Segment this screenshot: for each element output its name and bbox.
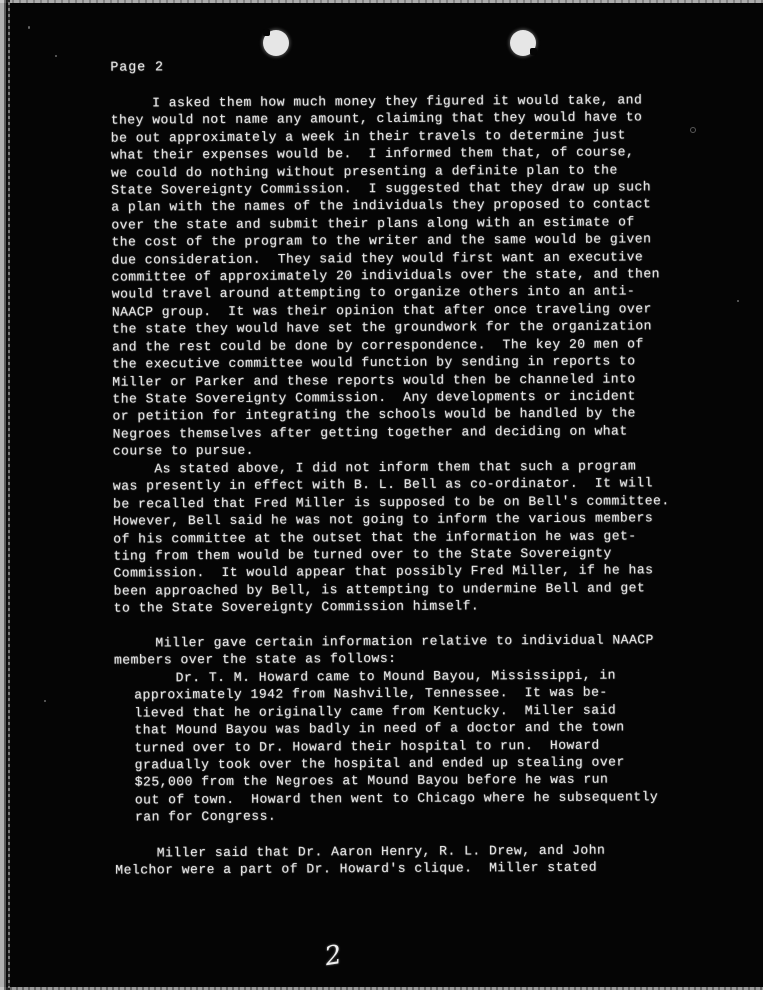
handwritten-page-number: 2 (322, 939, 344, 973)
paragraph-3: Miller gave certain information relative to individual NAACP members over the state as follows: (113, 632, 654, 669)
paragraph-4-howard-entry: Dr. T. M. Howard came to Mound Bayou, Mississippi, in approximately 1942 from Nashville, Tennessee. It was be- lieved that he originally came from Kentucky. Miller said that Mound Bayou was badly in need of a doctor and the town turned over to Dr. Howard their hospital to run. Howard gradually took over the hospital and ended up stealing over $25,000 from the Negroes at Mound Bayou before he was run out of town. Howard then went to Chicago where he subsequently ran for Congress. (134, 667, 659, 825)
paragraph-2: As stated above, I did not inform them that such a program was presently in effect with B. L. Bell as co-ordinator. It will be recalled that Fred Miller is supposed to be on Bell's committee. However, Bell said he was not going to inform the various members of his committee at the outset that the information he was get- ting from them would be turned over to the State Sovereignty Commission. It would appear that possibly Fred Miller, if he has been approached by Bell, is attempting to undermine Bell and get to the State Sovereignty Commission himself. (112, 458, 670, 616)
page-label: Page 2 (110, 60, 165, 76)
paragraph-5-henry-drew-melchor: Miller said that Dr. Aaron Henry, R. L. Drew, and John Melchor were a part of Dr. Howard's clique. Miller stated (115, 842, 606, 879)
paragraph-1: I asked them how much money they figured it would take, and they would not name any amount, claiming that they would have to be out approximately a week in their travels to determine just what their expenses would be. I informed them that, of course, we could do nothing without presenting a definite plan to the State Sovereignty Commission. I suggested that they draw up such a plan with the names of the individuals they proposed to contact over the state and submit their plans along with an estimate of the cost of the program to the writer and the same would be given due consideration. They said they would first want an executive committee of approximately 20 individuals over the state, and then would travel around attempting to organize others into an anti- NAACP group. It was their opinion that after once traveling over the state they would have set the groundwork for the organization and the rest could be done by correspondence. The key 20 men of the executive committee would function by sending in reports to Miller or Parker and these reports would then be channeled into the State Sovereignty Commission. Any developments or incident or petition for integrating the schools would be handled by the Negroes themselves after getting together and deciding on what course to pursue. (110, 92, 660, 459)
